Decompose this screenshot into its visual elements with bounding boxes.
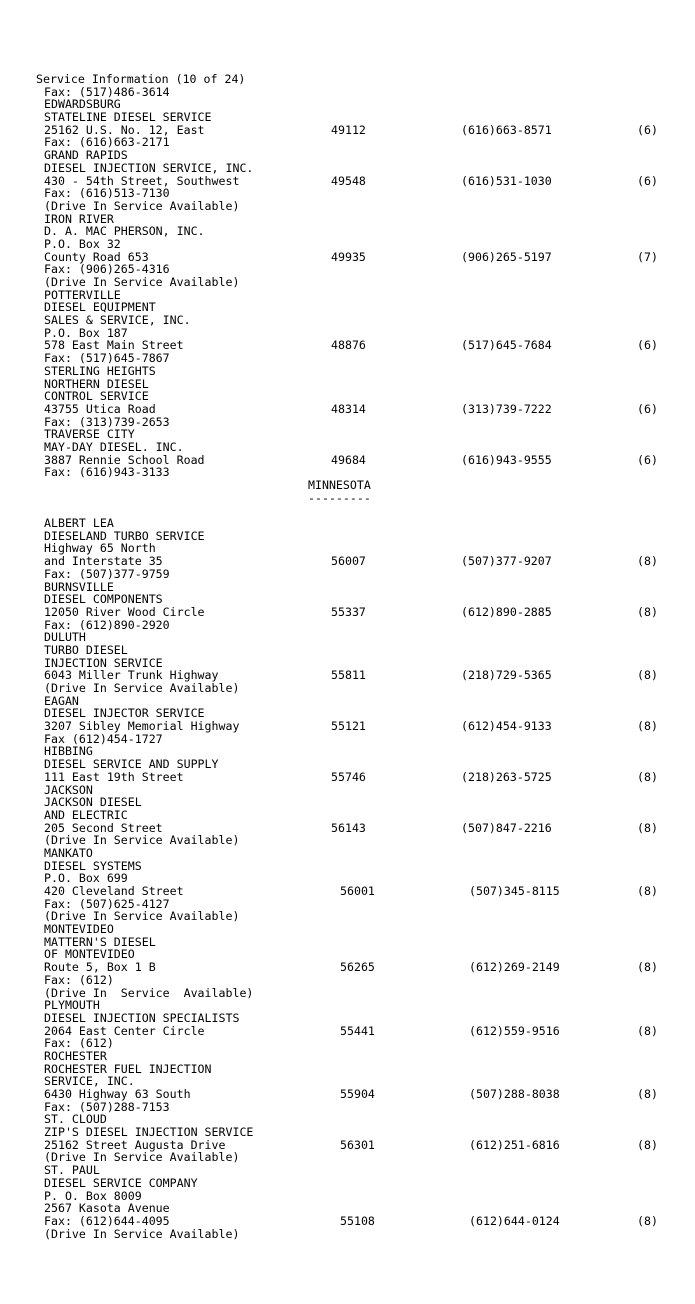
listing-line [0, 834, 695, 847]
listing-text: County Road 653 [44, 249, 149, 264]
phone-number: (906)265-5197 [461, 249, 552, 264]
listing-line [0, 187, 695, 200]
listing-text: 111 East 19th Street [44, 769, 184, 784]
listing-text: DIESEL SERVICE COMPANY [44, 1175, 198, 1190]
listing-line [0, 1228, 695, 1241]
zip-code: 49112 [331, 122, 366, 137]
zip-code: 55811 [331, 668, 366, 683]
document-page [0, 73, 695, 1240]
listing-line [0, 1151, 695, 1164]
listing-text: EDWARDSBURG [44, 97, 121, 112]
listing-text: NORTHERN DIESEL [44, 376, 149, 391]
listing-line [0, 1215, 695, 1228]
listing-line [0, 149, 695, 162]
listing-text: Fax: (906)265-4316 [44, 262, 170, 277]
listing-text: Fax (612)454-1727 [44, 731, 163, 746]
phone-number: (612)269-2149 [469, 960, 560, 975]
zip-code: 55904 [340, 1087, 375, 1101]
listing-text: ST. CLOUD [44, 1112, 107, 1127]
listing-line [0, 314, 695, 327]
listing-line [0, 1126, 695, 1139]
listing-line [0, 1177, 695, 1190]
listing-line [0, 1202, 695, 1215]
zip-code: 48314 [331, 401, 366, 416]
listing-text: MATTERN'S DIESEL [44, 934, 156, 949]
listing-line [0, 885, 695, 898]
zip-code: 49935 [331, 249, 366, 264]
region-code: (8) [637, 769, 658, 784]
zip-code: 55441 [340, 1023, 375, 1038]
listing-text: ALBERT LEA [44, 516, 114, 531]
listing-text: 578 East Main Street [44, 338, 184, 353]
listing-text: P.O. Box 32 [44, 236, 121, 251]
listing-text: 25162 U.S. No. 12, East [44, 122, 205, 137]
region-code: (8) [637, 1137, 658, 1152]
listing-line [0, 758, 695, 771]
listing-text: Fax: (612) [44, 972, 114, 987]
listing-text: 25162 Street Augusta Drive [44, 1137, 226, 1152]
listing-text: DIESELAND TURBO SERVICE [44, 528, 205, 543]
listing-text: 2064 East Center Circle [44, 1023, 205, 1038]
listing-line [0, 847, 695, 860]
region-code: (8) [637, 604, 658, 619]
listing-text: ROCHESTER [44, 1048, 107, 1063]
listing-text: 3207 Sibley Memorial Highway [44, 719, 240, 734]
phone-number: (612)454-9133 [461, 719, 552, 734]
zip-code: 55337 [331, 604, 366, 619]
page-header: Service Information (10 of 24) [36, 72, 246, 86]
listing-line [0, 644, 695, 657]
listing-text: 420 Cleveland Street [44, 884, 184, 898]
region-code: (8) [637, 820, 658, 835]
listing-text: JACKSON [44, 782, 93, 797]
listing-text: ZIP'S DIESEL INJECTION SERVICE [44, 1125, 254, 1140]
listing-line [0, 1050, 695, 1063]
section-heading: MINNESOTA [308, 478, 371, 492]
listing-text: Fax: (517)645-7867 [44, 351, 170, 366]
listing-line [0, 555, 695, 568]
listing-text: Fax: (507)377-9759 [44, 566, 170, 581]
listing-text: (Drive In Service Available) [44, 198, 240, 213]
listing-line [0, 352, 695, 365]
zip-code: 56007 [331, 554, 366, 569]
listing-text: 6430 Highway 63 South [44, 1087, 191, 1101]
listing-text: BURNSVILLE [44, 579, 114, 594]
region-code: (6) [637, 122, 658, 137]
listing-text: STERLING HEIGHTS [44, 363, 156, 378]
region-code: (8) [637, 554, 658, 569]
phone-number: (313)739-7222 [461, 401, 552, 416]
listing-text: P.O. Box 699 [44, 871, 128, 886]
zip-code: 56265 [340, 960, 375, 975]
listing-line [0, 720, 695, 733]
zip-code: 49684 [331, 452, 366, 467]
phone-number: (612)559-9516 [469, 1023, 560, 1038]
listing-line [0, 492, 695, 505]
listing-text: DIESEL SYSTEMS [44, 858, 142, 873]
region-code: (8) [637, 1023, 658, 1038]
listing-text: (Drive In Service Available) [44, 833, 240, 848]
listing-text: Fax: (612)890-2920 [44, 617, 170, 632]
listing-text: HIBBING [44, 744, 93, 759]
region-code: (8) [637, 668, 658, 683]
listing-text: INJECTION SERVICE [44, 655, 163, 670]
listing-lines [0, 86, 695, 1241]
phone-number: (507)377-9207 [461, 554, 552, 569]
zip-code: 49548 [331, 173, 366, 188]
listing-text: Fax: (313)739-2653 [44, 414, 170, 429]
listing-line [0, 1012, 695, 1025]
listing-line [0, 517, 695, 530]
listing-line [0, 162, 695, 175]
phone-number: (616)531-1030 [461, 173, 552, 188]
listing-line [0, 568, 695, 581]
listing-text: POTTERVILLE [44, 287, 121, 302]
listing-line [0, 923, 695, 936]
listing-text: (Drive In Service Available) [44, 1226, 240, 1241]
phone-number: (616)943-9555 [461, 452, 552, 467]
listing-line [0, 479, 695, 492]
region-code: (8) [637, 1213, 658, 1228]
listing-line [0, 276, 695, 289]
region-code: (8) [637, 719, 658, 734]
listing-line [0, 619, 695, 632]
listing-line [0, 1164, 695, 1177]
section-heading: --------- [308, 490, 371, 505]
listing-text: DIESEL EQUIPMENT [44, 300, 156, 315]
listing-line [0, 1088, 695, 1101]
phone-number: (612)644-0124 [469, 1213, 560, 1228]
listing-text: 6043 Miller Trunk Highway [44, 668, 219, 683]
phone-number: (218)263-5725 [461, 769, 552, 784]
phone-number: (616)663-8571 [461, 122, 552, 137]
zip-code: 56301 [340, 1137, 375, 1152]
listing-text: 12050 River Wood Circle [44, 604, 205, 619]
listing-text: MAY-DAY DIESEL. INC. [44, 439, 184, 454]
listing-text: AND ELECTRIC [44, 807, 128, 822]
zip-code: 55746 [331, 769, 366, 784]
listing-text: (Drive In Service Available) [44, 909, 240, 924]
listing-line [0, 771, 695, 784]
listing-text: TURBO DIESEL [44, 642, 128, 657]
listing-text: DIESEL INJECTION SPECIALISTS [44, 1010, 240, 1025]
listing-text: 43755 Utica Road [44, 401, 156, 416]
listing-text: MANKATO [44, 845, 93, 860]
listing-text: EAGAN [44, 693, 79, 708]
phone-number: (218)729-5365 [461, 668, 552, 683]
listing-text: Fax: (517)486-3614 [44, 84, 170, 99]
listing-line [0, 365, 695, 378]
listing-text: DULUTH [44, 630, 86, 645]
listing-text: Fax: (507)625-4127 [44, 896, 170, 911]
header-line [0, 73, 695, 86]
listing-text: STATELINE DIESEL SERVICE [44, 110, 212, 125]
zip-code: 55121 [331, 719, 366, 734]
listing-line [0, 987, 695, 1000]
phone-number: (612)890-2885 [461, 604, 552, 619]
listing-line [0, 593, 695, 606]
listing-line [0, 606, 695, 619]
region-code: (8) [637, 1087, 658, 1101]
listing-text: IRON RIVER [44, 211, 114, 226]
listing-text: and Interstate 35 [44, 554, 163, 569]
listing-text: 3887 Rennie School Road [44, 452, 205, 467]
listing-text: Fax: (616)663-2171 [44, 135, 170, 150]
zip-code: 56001 [340, 884, 375, 898]
listing-text: Fax: (616)513-7130 [44, 186, 170, 201]
phone-number: (612)251-6816 [469, 1137, 560, 1152]
region-code: (7) [637, 249, 658, 264]
listing-line [0, 111, 695, 124]
listing-line [0, 200, 695, 213]
listing-text: (Drive In Service Available) [44, 985, 254, 1000]
listing-text: Fax: (507)288-7153 [44, 1099, 170, 1114]
listing-text: (Drive In Service Available) [44, 681, 240, 695]
listing-text: 205 Second Street [44, 820, 163, 835]
listing-text: D. A. MAC PHERSON, INC. [44, 224, 205, 239]
listing-line [0, 809, 695, 822]
region-code: (6) [637, 173, 658, 188]
listing-line [0, 999, 695, 1012]
listing-text: TRAVERSE CITY [44, 427, 135, 442]
listing-line [0, 796, 695, 809]
phone-number: (507)345-8115 [469, 884, 560, 898]
listing-line [0, 403, 695, 416]
listing-line [0, 733, 695, 746]
zip-code: 56143 [331, 820, 366, 835]
listing-line [0, 961, 695, 974]
listing-line [0, 390, 695, 403]
phone-number: (507)288-8038 [469, 1087, 560, 1101]
listing-text: Fax: (612) [44, 1036, 114, 1051]
listing-text: DIESEL INJECTOR SERVICE [44, 706, 205, 721]
listing-text: SALES & SERVICE, INC. [44, 313, 191, 328]
listing-text: JACKSON DIESEL [44, 795, 142, 810]
listing-line [0, 238, 695, 251]
listing-line [0, 974, 695, 987]
listing-line [0, 441, 695, 454]
listing-text: GRAND RAPIDS [44, 148, 128, 163]
listing-text: Fax: (612)644-4095 [44, 1213, 170, 1228]
region-code: (8) [637, 884, 658, 898]
zip-code: 48876 [331, 338, 366, 353]
listing-text: (Drive In Service Available) [44, 275, 240, 289]
listing-text: DIESEL INJECTION SERVICE, INC. [44, 160, 254, 175]
listing-line [0, 682, 695, 695]
listing-text: Highway 65 North [44, 541, 156, 556]
listing-text: DIESEL COMPONENTS [44, 592, 163, 607]
listing-text: OF MONTEVIDEO [44, 947, 135, 962]
listing-text: ST. PAUL [44, 1163, 100, 1178]
listing-text: 2567 Kasota Avenue [44, 1201, 170, 1216]
region-code: (6) [637, 452, 658, 467]
region-code: (8) [637, 960, 658, 975]
listing-text: DIESEL SERVICE AND SUPPLY [44, 757, 219, 772]
listing-text: MONTEVIDEO [44, 922, 114, 937]
listing-text: 430 - 54th Street, Southwest [44, 173, 240, 188]
listing-text: P.O. Box 187 [44, 325, 128, 340]
listing-text: (Drive In Service Available) [44, 1150, 240, 1165]
listing-text: CONTROL SERVICE [44, 389, 149, 404]
listing-text: Fax: (616)943-3133 [44, 465, 170, 480]
region-code: (6) [637, 338, 658, 353]
region-code: (6) [637, 401, 658, 416]
phone-number: (507)847-2216 [461, 820, 552, 835]
phone-number: (517)645-7684 [461, 338, 552, 353]
listing-text: ROCHESTER FUEL INJECTION [44, 1061, 212, 1076]
listing-text: SERVICE, INC. [44, 1074, 135, 1089]
listing-text: P. O. Box 8009 [44, 1188, 142, 1203]
listing-text: Route 5, Box 1 B [44, 960, 156, 975]
listing-text: PLYMOUTH [44, 998, 100, 1013]
zip-code: 55108 [340, 1213, 375, 1228]
